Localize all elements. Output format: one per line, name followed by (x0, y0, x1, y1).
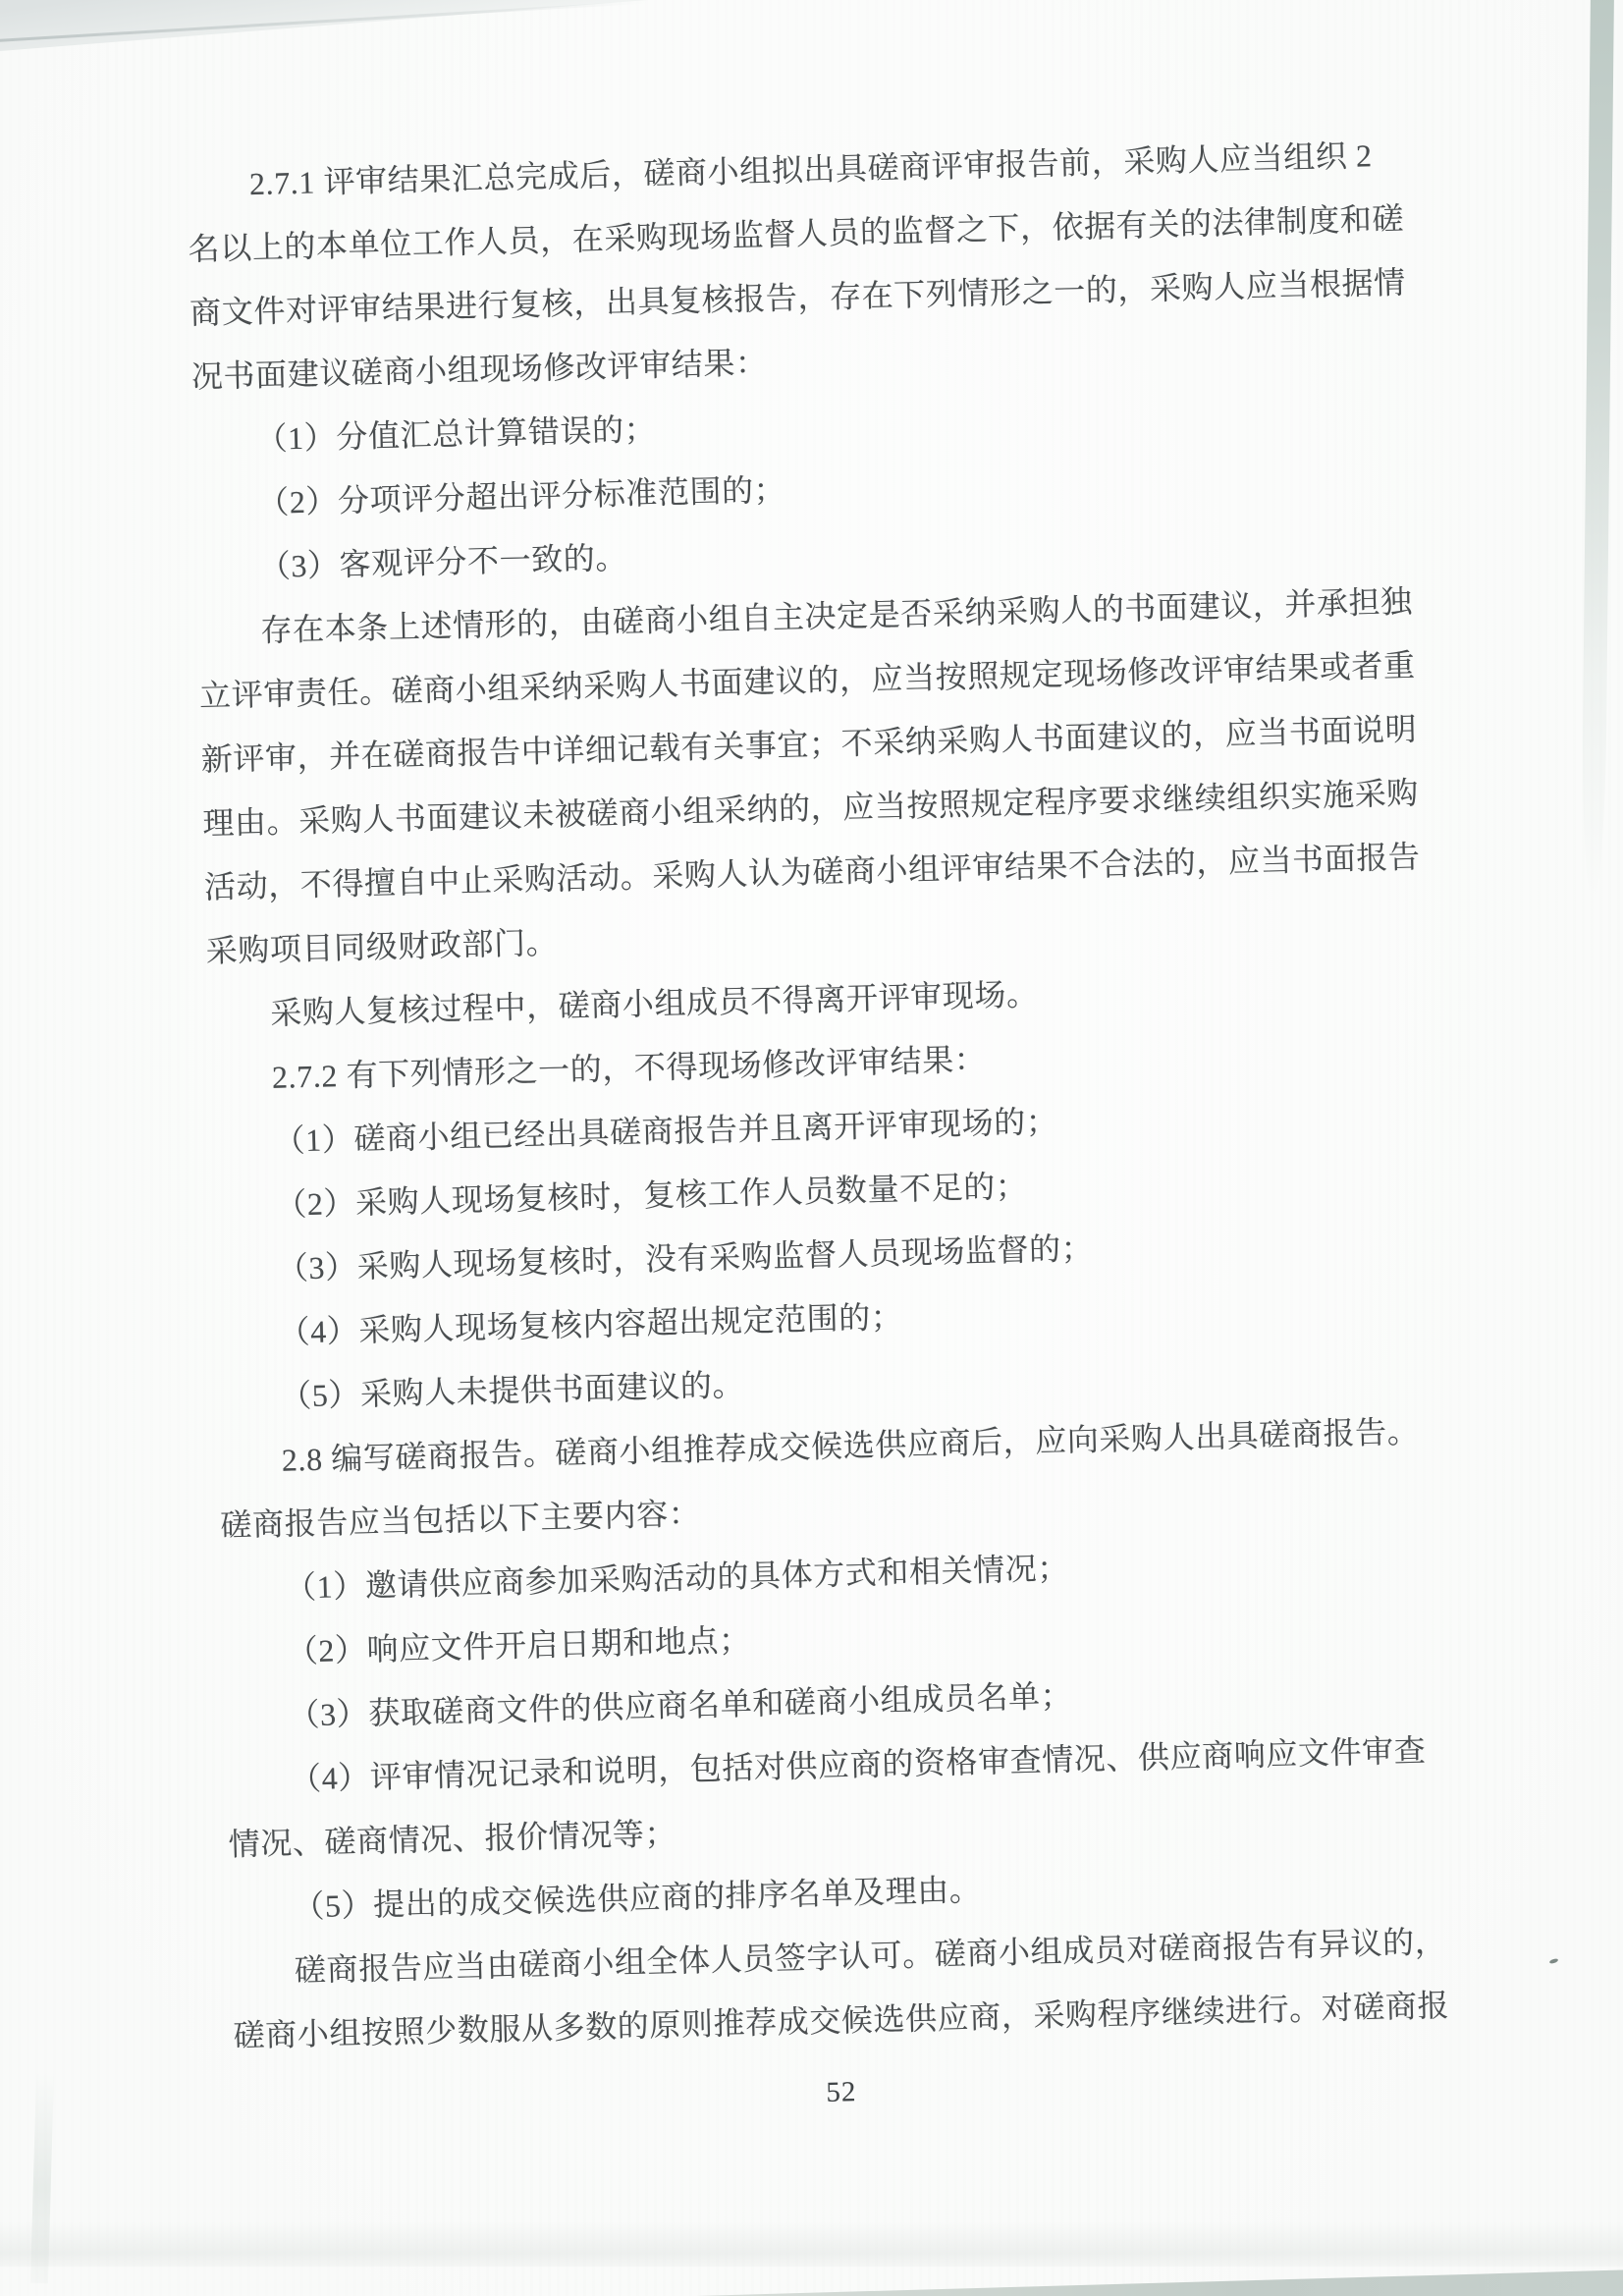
text-line: 立评审责任。磋商小组采纳采购人书面建议的，应当按照规定现场修改评审结果或者重 (198, 647, 1417, 714)
text-line: 商文件对评审结果进行复核，出具复核报告，存在下列情形之一的，采购人应当根据情 (189, 264, 1407, 331)
text-line: （4）评审情况记录和说明，包括对供应商的资格审查情况、供应商响应文件审查 (289, 1732, 1427, 1797)
text-line: （1）磋商小组已经出具磋商报告并且离开评审现场的； (273, 1103, 1058, 1159)
text-line: 2.7.2 有下列情形之一的，不得现场修改评审结果： (271, 1041, 987, 1095)
text-line: （1）邀请供应商参加采购活动的具体方式和相关情况； (284, 1550, 1070, 1606)
text-line: （3）采购人现场复核时，没有采购监督人员现场监督的； (276, 1230, 1094, 1286)
page-number: 52 (825, 2076, 857, 2108)
text-line: （1）分值汇总计算错误的； (255, 410, 657, 458)
text-line: 磋商报告应当包括以下主要内容： (220, 1495, 701, 1544)
text-line: （4）采购人现场复核内容超出规定范围的； (278, 1298, 903, 1350)
text-line: 存在本条上述情形的，由磋商小组自主决定是否采纳采购人的书面建议，并承担独 (260, 583, 1414, 649)
text-line: 情况、磋商情况、报价情况等； (228, 1815, 677, 1863)
text-line: （5）提出的成交候选供应商的排序名单及理由。 (292, 1871, 982, 1925)
document-body (186, 124, 1448, 2141)
text-line: （3）获取磋商文件的供应商名单和磋商小组成员名单； (287, 1677, 1073, 1733)
text-line: 采购人复核过程中，磋商小组成员不得离开评审现场。 (269, 976, 1039, 1031)
text-line: 2.8 编写磋商报告。磋商小组推荐成交候选供应商后，应向采购人出具磋商报告。 (281, 1413, 1420, 1478)
text-line: 况书面建议磋商小组现场修改评审结果： (190, 344, 769, 395)
text-line: （5）采购人未提供书面建议的。 (279, 1366, 745, 1414)
text-line: （2）采购人现场复核时，复核工作人员数量不足的； (274, 1168, 1028, 1223)
text-line: 采购项目同级财政部门。 (205, 924, 559, 969)
text-line: 新评审，并在磋商报告中详细记载有关事宜；不采纳采购人书面建议的，应当书面说明 (200, 711, 1418, 778)
text-line: （2）分项评分超出评分标准范围的； (256, 471, 786, 521)
text-line: 活动，不得擅自中止采购活动。采购人认为磋商小组评审结果不合法的，应当书面报告 (203, 839, 1421, 905)
text-line: 理由。采购人书面建议未被磋商小组采纳的，应当按照规定程序要求继续组织实施采购 (201, 775, 1420, 842)
text-line: 2.7.1 评审结果汇总完成后，磋商小组拟出具磋商评审报告前，采购人应当组织 2 (248, 137, 1374, 202)
text-line: 磋商报告应当由磋商小组全体人员签字认可。磋商小组成员对磋商报告有异议的， (294, 1923, 1447, 1989)
text-line: （2）响应文件开启日期和地点； (286, 1621, 752, 1669)
text-line: 磋商小组按照少数服从多数的原则推荐成交候选供应商，采购程序继续进行。对磋商报 (233, 1987, 1450, 2054)
text-line: 名以上的本单位工作人员，在采购现场监督人员的监督之下，依据有关的法律制度和磋 (188, 200, 1405, 267)
text-line: （3）客观评分不一致的。 (258, 539, 628, 585)
